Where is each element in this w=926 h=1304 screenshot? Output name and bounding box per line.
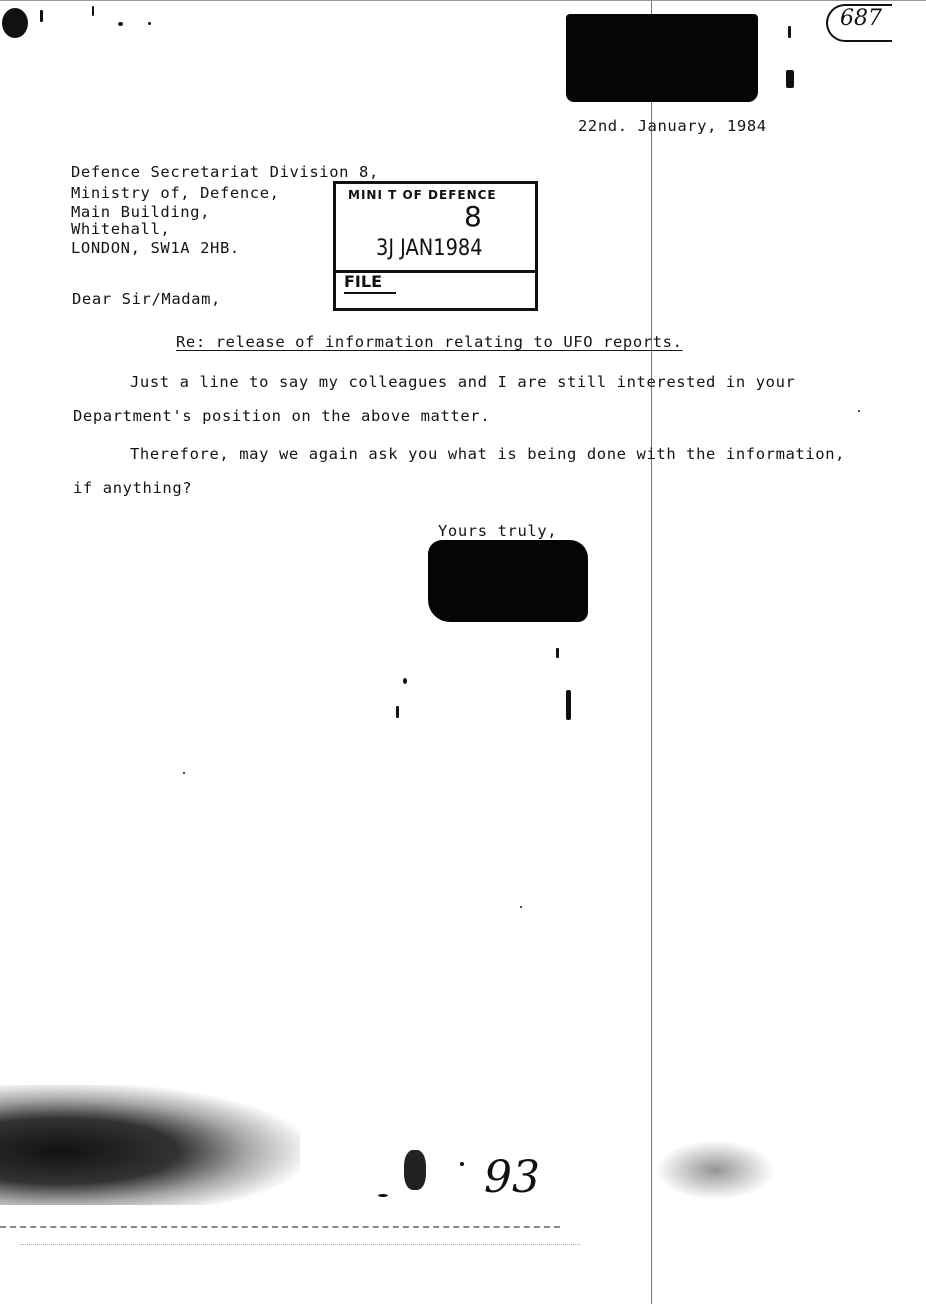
stamp-number: 8 (464, 200, 482, 233)
body-paragraph-1-line-2: Department's position on the above matter. (73, 407, 491, 425)
stamp-date: 3J JAN1984 (376, 236, 483, 261)
recipient-line-5: LONDON, SW1A 2HB. (71, 239, 240, 257)
body-paragraph-1-line-1: Just a line to say my colleagues and I are still interested in your (130, 373, 796, 391)
scan-line (20, 1244, 580, 1245)
letter-date: 22nd. January, 1984 (578, 117, 767, 135)
scan-smudge (655, 1140, 775, 1200)
stamp-file-underline (344, 292, 396, 294)
scan-speck (858, 410, 860, 412)
scan-speck (40, 10, 43, 22)
redacted-sender-block (566, 14, 758, 102)
scan-speck (148, 22, 151, 25)
recipient-line-2: Ministry of, Defence, (71, 184, 280, 202)
scan-speck (786, 70, 794, 88)
redacted-signature (428, 540, 588, 622)
scan-speck (520, 906, 522, 908)
scan-speck (788, 26, 791, 38)
scan-speck (118, 22, 123, 26)
scan-smudge (0, 1085, 300, 1205)
scan-speck (460, 1162, 464, 1166)
recipient-line-3: Main Building, (71, 203, 211, 221)
body-paragraph-2-line-2: if anything? (73, 479, 193, 497)
scan-speck (378, 1194, 388, 1197)
recipient-line-4: Whitehall, (71, 220, 171, 238)
scan-speck (403, 678, 407, 684)
scan-speck (396, 706, 399, 718)
closing: Yours truly, (438, 522, 558, 540)
stamp-heading: MINI T OF DEFENCE (348, 188, 497, 202)
page-number: 93 (484, 1152, 540, 1203)
scan-line (0, 1226, 560, 1228)
punch-hole-mark (2, 8, 28, 38)
scan-line (651, 0, 652, 1304)
reference-number: 687 (840, 6, 882, 31)
scan-speck (92, 6, 94, 16)
page-edge-line (0, 0, 926, 1)
body-paragraph-2-line-1: Therefore, may we again ask you what is being done with the information, (130, 445, 846, 463)
scan-speck (183, 772, 185, 774)
scan-speck (566, 690, 571, 720)
stamp-file-label: FILE (344, 272, 383, 291)
subject-line: Re: release of information relating to UFO reports. (176, 333, 683, 351)
salutation: Dear Sir/Madam, (72, 290, 221, 308)
scan-speck (556, 648, 559, 658)
scan-speck (404, 1150, 426, 1190)
recipient-line-1: Defence Secretariat Division 8, (71, 163, 379, 181)
received-stamp (333, 181, 538, 311)
